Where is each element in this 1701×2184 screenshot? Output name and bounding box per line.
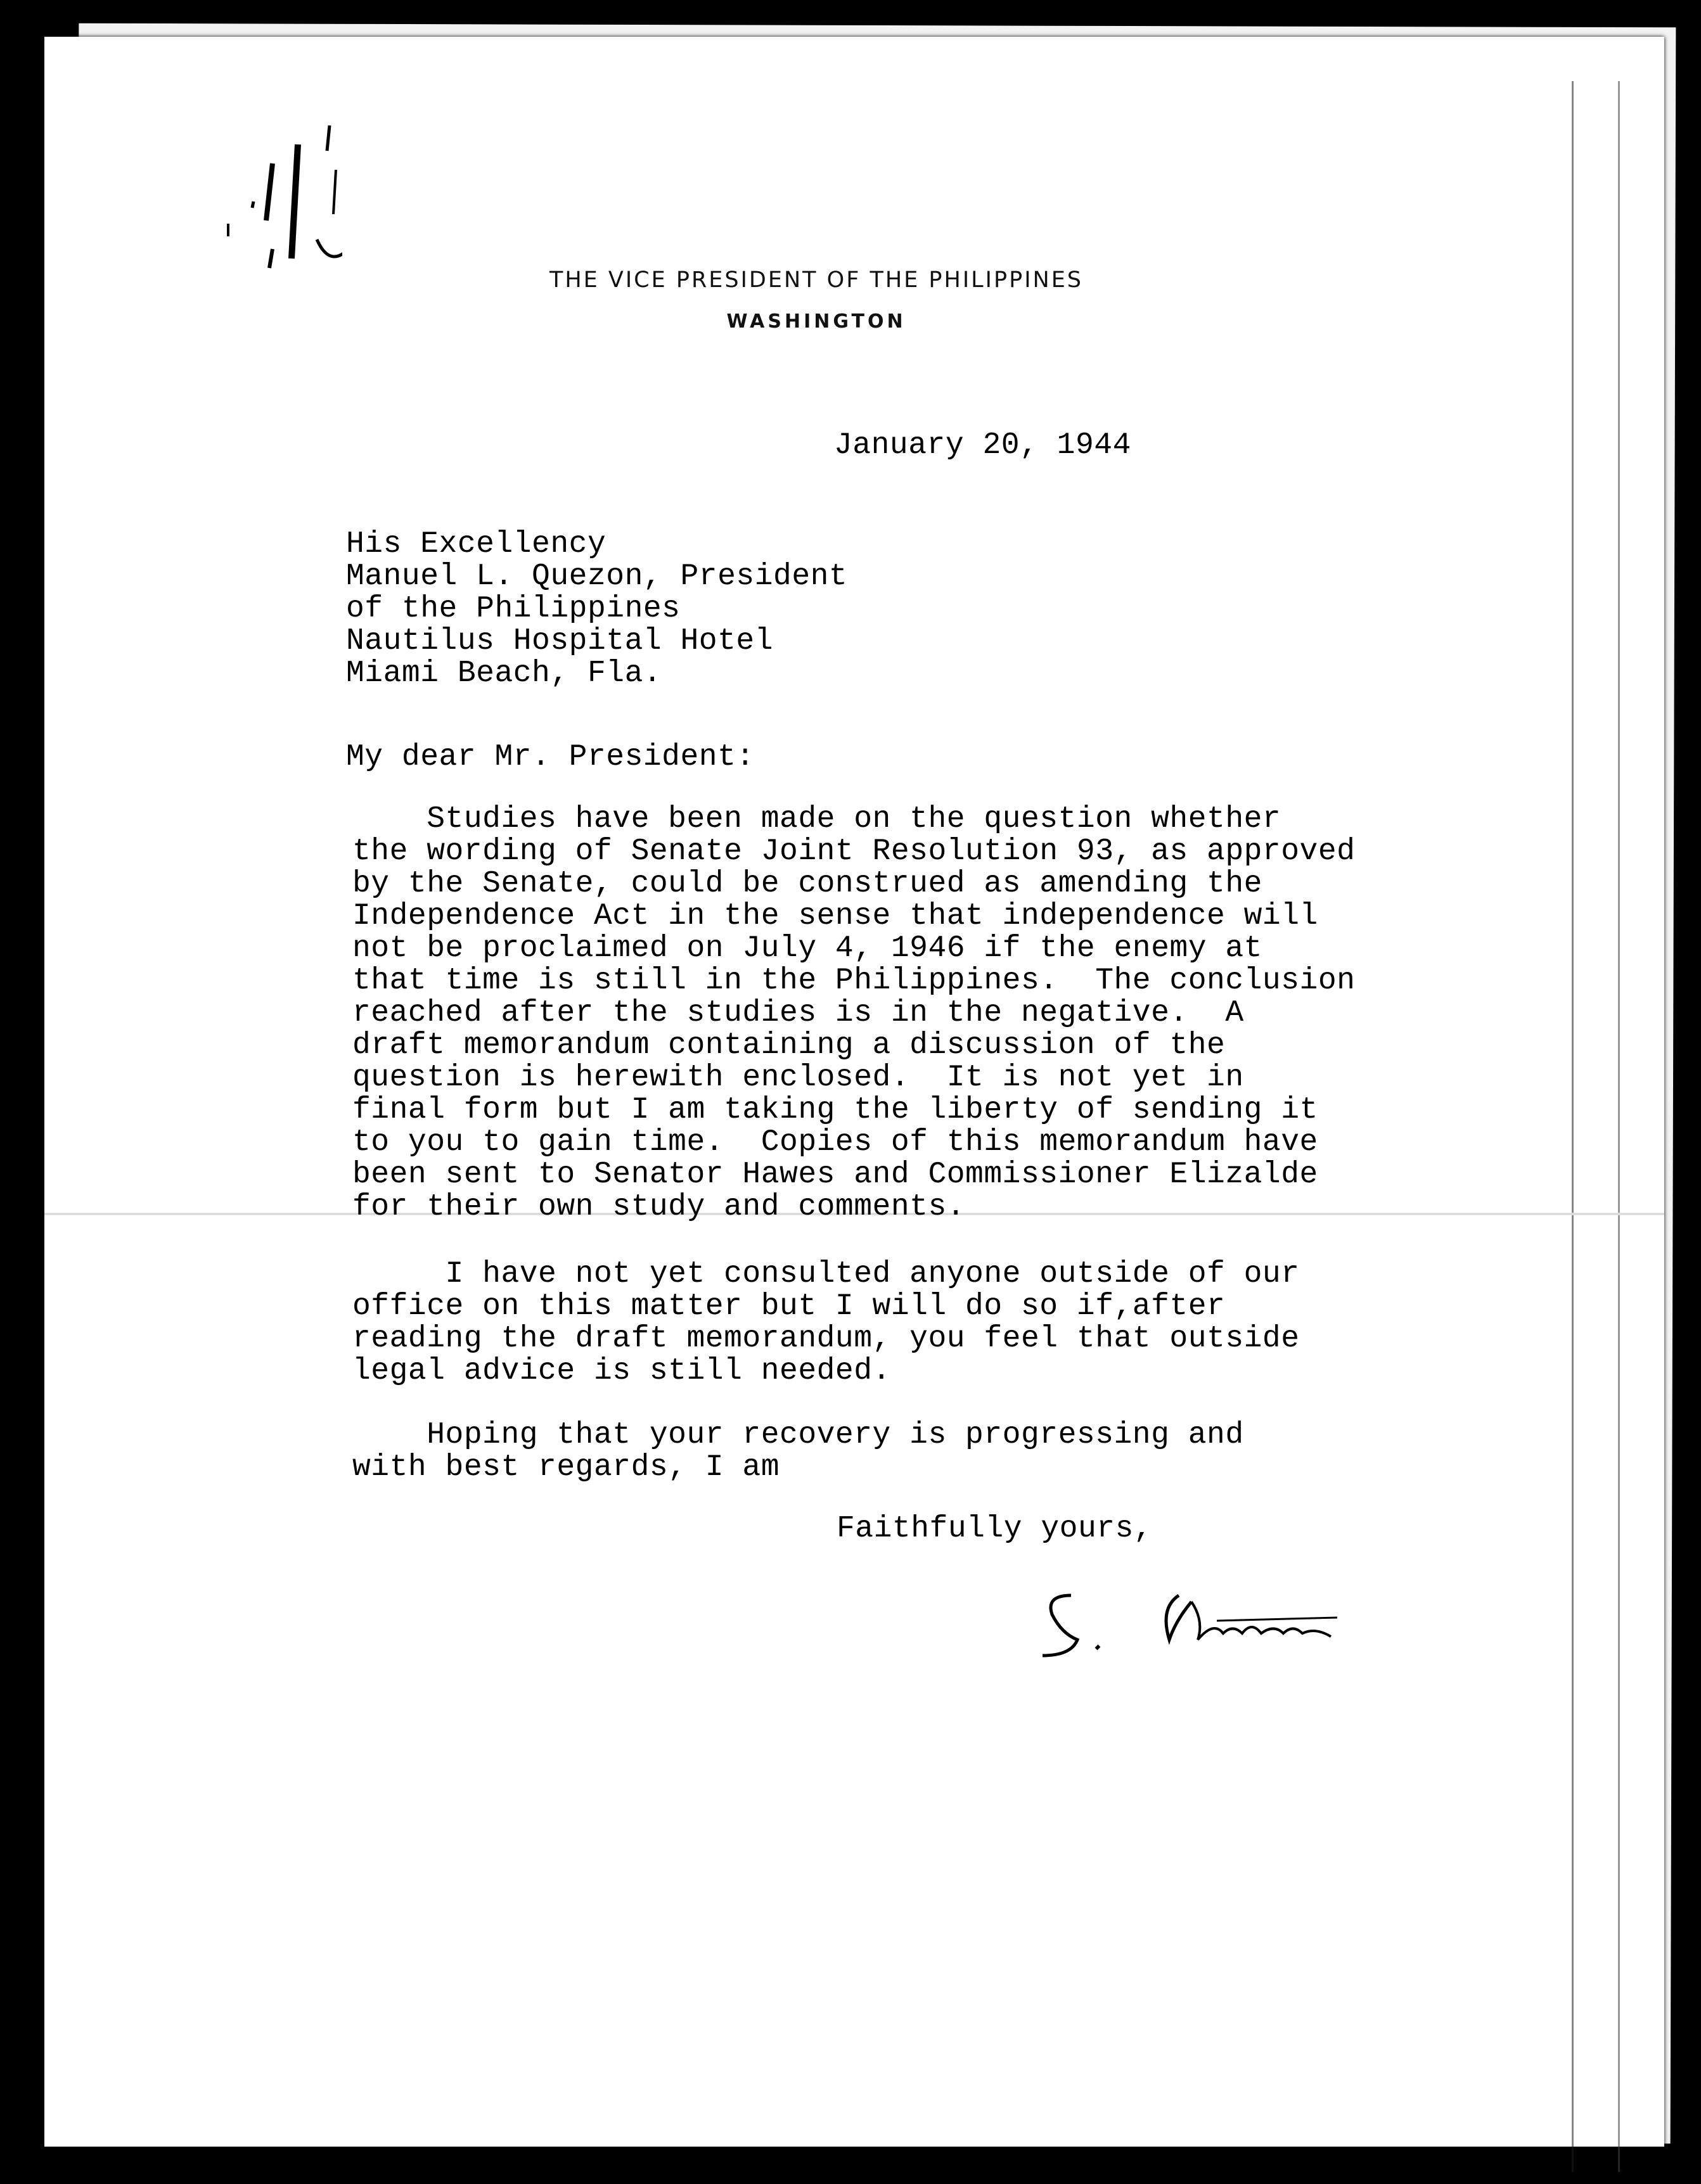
- text-line: Independence Act in the sense that independence will: [352, 899, 1318, 933]
- paragraph-2: [352, 1258, 1300, 1388]
- text-line: office on this matter but I will do so if,after: [352, 1289, 1226, 1324]
- paragraph-3: [352, 1419, 1244, 1484]
- text-line: question is herewith enclosed. It is not yet in: [352, 1061, 1244, 1095]
- address-line: Nautilus Hospital Hotel: [346, 624, 774, 658]
- text-line: draft memorandum containing a discussion of the: [352, 1028, 1226, 1063]
- salutation: My dear Mr. President:: [346, 740, 755, 774]
- text-line: reached after the studies is in the negative. A: [352, 996, 1244, 1030]
- text-line: been sent to Senator Hawes and Commissioner Elizalde: [352, 1158, 1318, 1192]
- text-line: with best regards, I am: [352, 1450, 780, 1485]
- letterhead-title: THE VICE PRESIDENT OF THE PHILIPPINES: [549, 267, 1084, 293]
- address-line: Miami Beach, Fla.: [346, 656, 662, 691]
- closing: Faithfully yours,: [837, 1512, 1153, 1546]
- text-line: not be proclaimed on July 4, 1946 if the enemy at: [352, 931, 1262, 966]
- text-line: that time is still in the Philippines. The conclusion: [352, 964, 1356, 998]
- text-line: by the Senate, could be construed as amending the: [352, 867, 1262, 901]
- address-line: His Excellency: [346, 527, 607, 561]
- letter-page: [44, 37, 1664, 2147]
- text-line: the wording of Senate Joint Resolution 93, as approved: [352, 834, 1356, 869]
- text-line: for their own study and comments.: [352, 1190, 966, 1224]
- text-line: Hoping that your recovery is progressing and: [352, 1418, 1244, 1452]
- handwritten-signature: [1033, 1570, 1388, 1665]
- text-line: reading the draft memorandum, you feel that outside: [352, 1322, 1300, 1356]
- address-line: of the Philippines: [346, 592, 681, 626]
- text-line: to you to gain time. Copies of this memorandum have: [352, 1125, 1318, 1159]
- recipient-address: [346, 528, 847, 690]
- stacked-page-edges: [1572, 81, 1620, 2172]
- letter-date: January 20, 1944: [834, 428, 1131, 463]
- text-line: Studies have been made on the question whether: [352, 802, 1281, 836]
- paragraph-1: [352, 803, 1355, 1223]
- text-line: legal advice is still needed.: [352, 1354, 891, 1388]
- address-line: Manuel L. Quezon, President: [346, 559, 848, 594]
- letterhead-city: WASHINGTON: [726, 310, 906, 333]
- text-line: I have not yet consulted anyone outside of our: [352, 1257, 1300, 1291]
- text-line: final form but I am taking the liberty of sending it: [352, 1093, 1318, 1127]
